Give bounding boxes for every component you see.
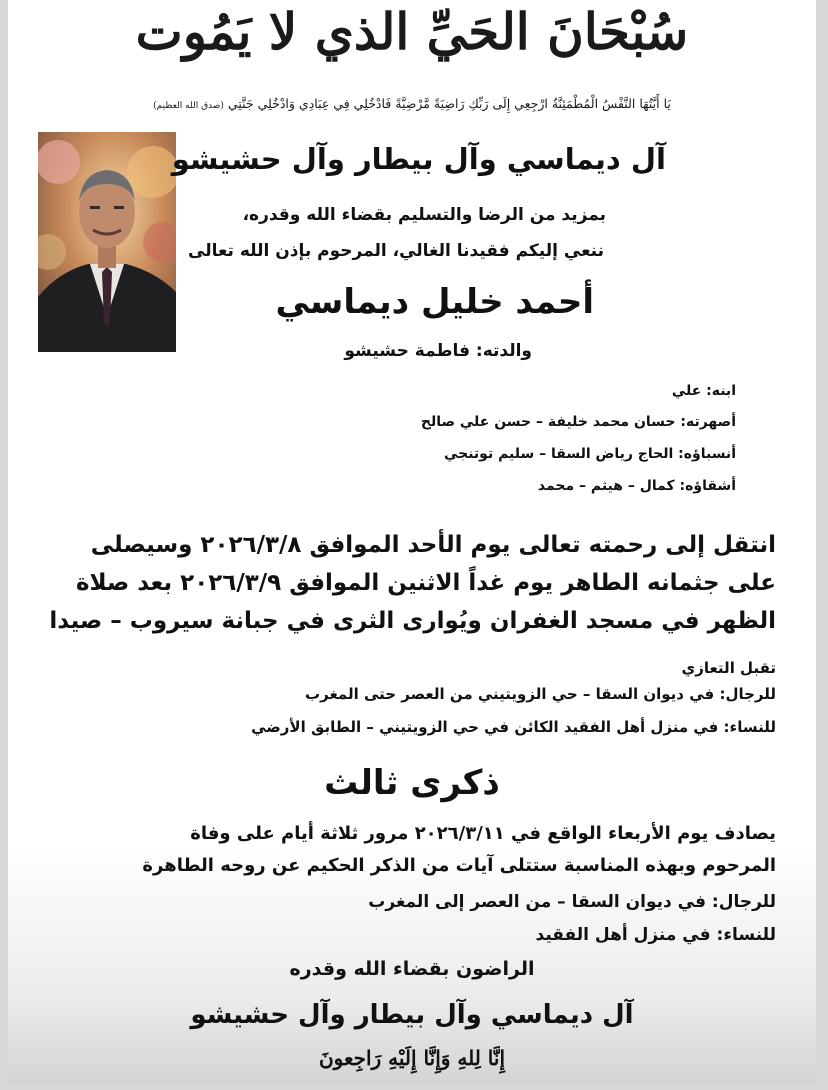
calligraphy-title: سُبْحَانَ الحَيِّ الذي لا يَمُوت [135, 2, 689, 61]
third-day-line-2: المرحوم وبهذه المناسبة ستتلى آيات من الذكر الحكيم عن روحه الطاهرة [142, 855, 776, 876]
portrait-image [38, 132, 176, 352]
intro-line-1: بمزيد من الرضا والتسليم بقضاء الله وقدره، [242, 205, 606, 225]
announcement-line-1: انتقل إلى رحمته تعالى يوم الأحد الموافق ٢٠٢٦/٣/٨ وسيصلى [90, 532, 776, 558]
closing-verse: إِنَّا لِلهِ وَإِنَّا إِلَيْهِ رَاجِعونَ [318, 1046, 506, 1070]
condolences-women: للنساء: في منزل أهل الفقيد الكائن في حي الزويتيني – الطابق الأرضي [251, 718, 776, 736]
announcement-line-2: على جثمانه الطاهر يوم غداً الاثنين الموافق ٢٠٢٦/٣/٩ بعد صلاة [75, 570, 776, 596]
quran-verse-text: يَا أَيَّتُهَا النَّفْسُ الْمُطْمَئِنَّةُ ارْجِعِي إِلَى رَبِّكِ رَاضِيَةً مَّرْضِيَّةً فَادْخُلِي فِي عِبَادِي وَادْخُلِي جَنَّتِي [227, 96, 671, 111]
intro-line-2: ننعي إليكم فقيدنا الغالي، المرحوم بإذن الله تعالى [188, 241, 604, 261]
relative-son: ابنه: علي [671, 383, 736, 399]
relative-sons-in-law: أصهرته: حسان محمد خليفة – حسن علي صالح [420, 414, 736, 430]
deceased-name: أحمد خليل ديماسي [275, 282, 594, 322]
third-day-men: للرجال: في ديوان السقا – من العصر إلى المغرب [368, 892, 776, 912]
third-day-line-1: يصادف يوم الأربعاء الواقع في ٢٠٢٦/٣/١١ مرور ثلاثة أيام على وفاة [190, 823, 776, 844]
relative-brothers: أشقاؤه: كمال – هيثم – محمد [537, 478, 736, 494]
verse-suffix: (صدق الله العظيم) [153, 101, 224, 111]
third-day-women: للنساء: في منزل أهل الفقيد [535, 925, 776, 945]
deceased-photo [38, 132, 176, 352]
quran-verse [8, 96, 816, 111]
obituary-sheet [8, 0, 816, 1085]
third-day-title: ذكرى ثالث [324, 763, 500, 803]
mother-name: والدته: فاطمة حشيشو [344, 341, 532, 361]
condolences-heading: تقبل التعازي [681, 659, 776, 677]
relative-brothers-in-law: أنسباؤه: الحاج رياض السقا – سليم توتنجي [443, 446, 736, 462]
families-footer: آل ديماسي وآل بيطار وآل حشيشو [190, 1000, 634, 1030]
families-heading: آل ديماسي وآل بيطار وآل حشيشو [171, 142, 666, 176]
announcement-line-3: الظهر في مسجد الغفران ويُوارى الثرى في جبانة سيروب – صيدا [49, 608, 776, 634]
condolences-men: للرجال: في ديوان السقا – حي الزويتيني من العصر حتى المغرب [305, 685, 776, 703]
acceptance-line: الراضون بقضاء الله وقدره [289, 958, 535, 980]
